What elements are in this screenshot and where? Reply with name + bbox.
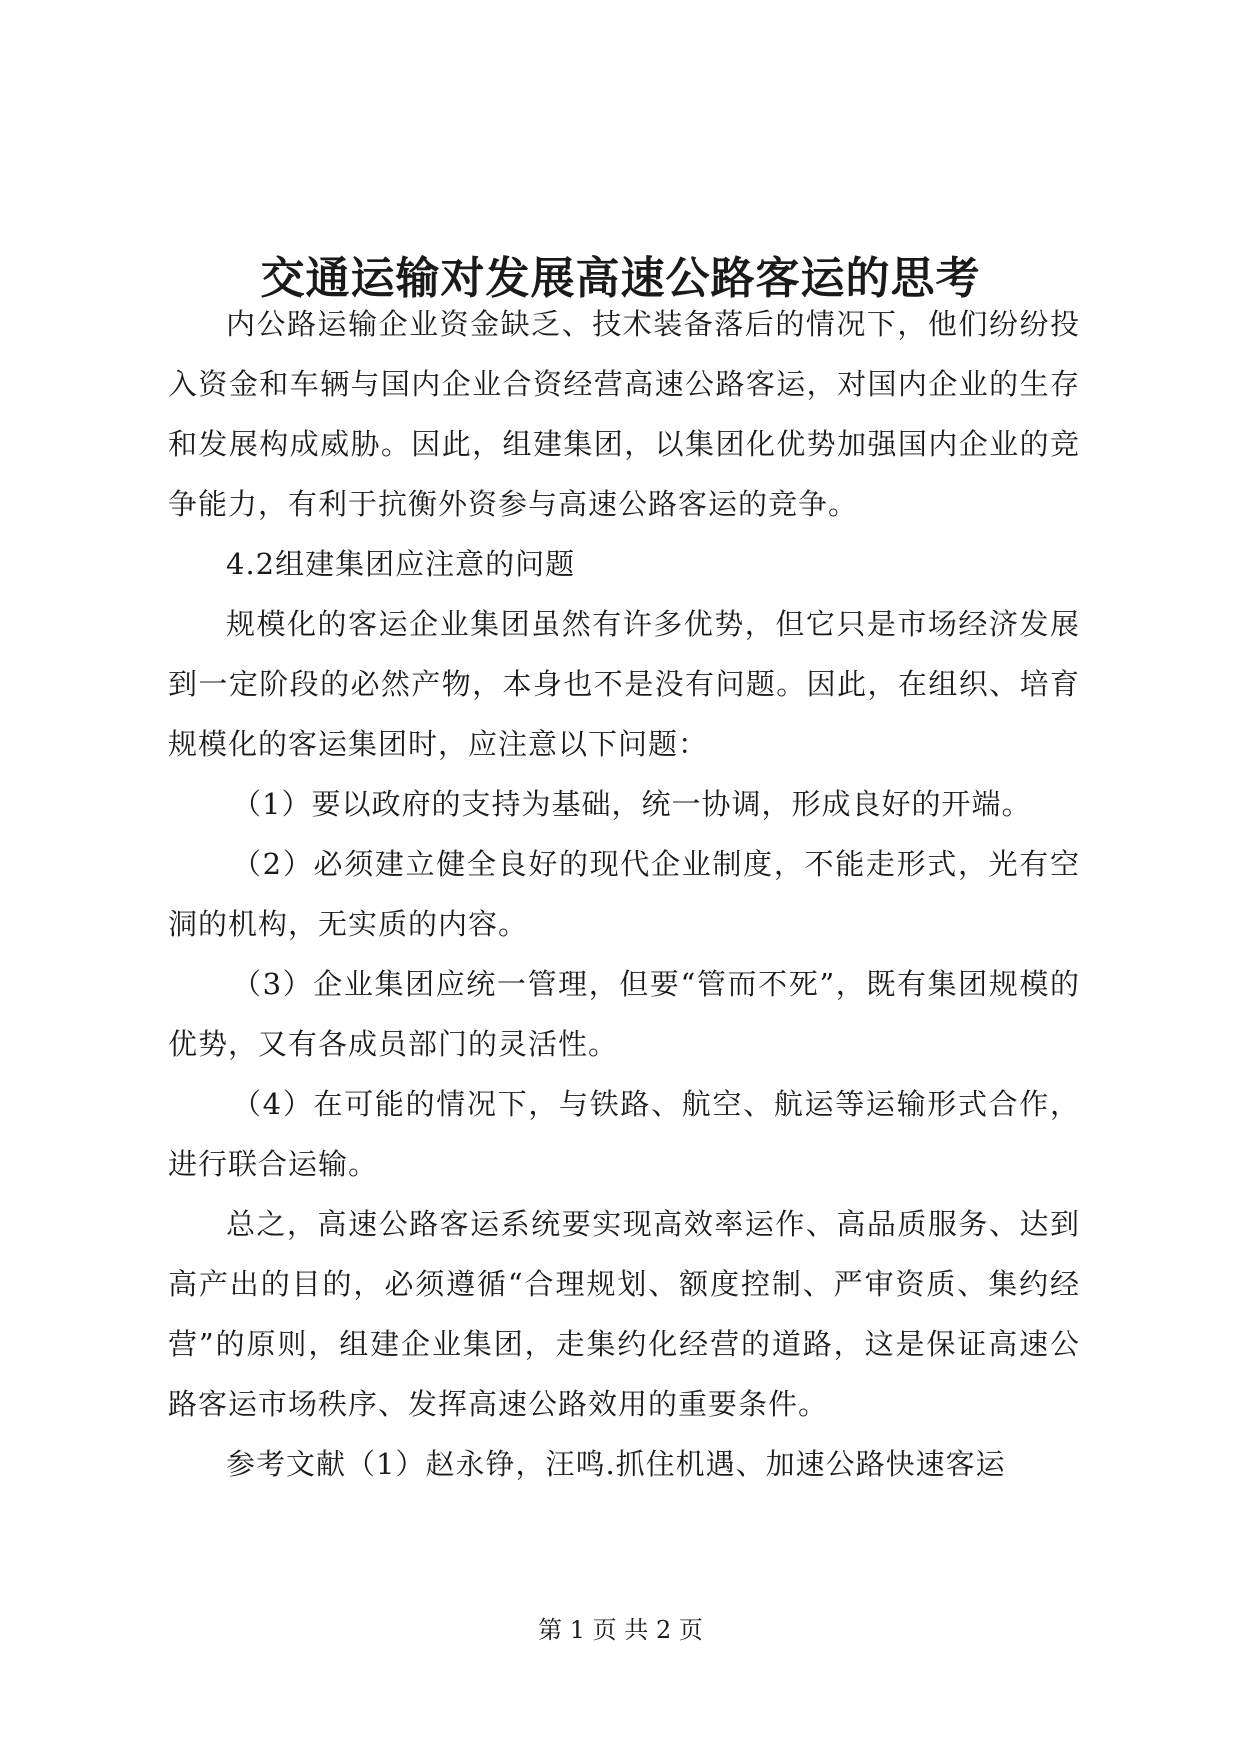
paragraph-intro: 内公路运输企业资金缺乏、技术装备落后的情况下，他们纷纷投入资金和车辆与国内企业合资经营高速公路客运，对国内企业的生存和发展构成威胁。因此，组建集团，以集团化优势加强国内企业的竞争能力，有利于抗衡外资参与高速公路客运的竞争。 [168, 307, 1080, 521]
document-body [168, 294, 1080, 1494]
section-heading-4-2: 4.2组建集团应注意的问题 [226, 547, 576, 581]
list-item-2: （2）必须建立健全良好的现代企业制度，不能走形式，光有空洞的机构，无实质的内容。 [168, 847, 1080, 941]
document-title: 交通运输对发展高速公路客运的思考 [260, 253, 981, 305]
list-item-4: （4）在可能的情况下，与铁路、航空、航运等运输形式合作，进行联合运输。 [168, 1087, 1080, 1181]
list-item-1: （1）要以政府的支持为基础，统一协调，形成良好的开端。 [232, 787, 1032, 821]
paragraph-issues-intro: 规模化的客运企业集团虽然有许多优势，但它只是市场经济发展到一定阶段的必然产物，本身也不是没有问题。因此，在组织、培育规模化的客运集团时，应注意以下问题： [168, 607, 1080, 761]
page-footer: 第 1 页 共 2 页 [538, 1616, 703, 1644]
list-item-3: （3）企业集团应统一管理，但要“管而不死”，既有集团规模的优势，又有各成员部门的灵活性。 [168, 967, 1080, 1061]
paragraph-references: 参考文献（1）赵永铮，汪鸣.抓住机遇、加速公路快速客运 [226, 1447, 1006, 1481]
paragraph-conclusion: 总之，高速公路客运系统要实现高效率运作、高品质服务、达到高产出的目的，必须遵循“合理规划、额度控制、严审资质、集约经营”的原则，组建企业集团，走集约化经营的道路，这是保证高速公路客运市场秩序、发挥高速公路效用的重要条件。 [168, 1207, 1080, 1421]
